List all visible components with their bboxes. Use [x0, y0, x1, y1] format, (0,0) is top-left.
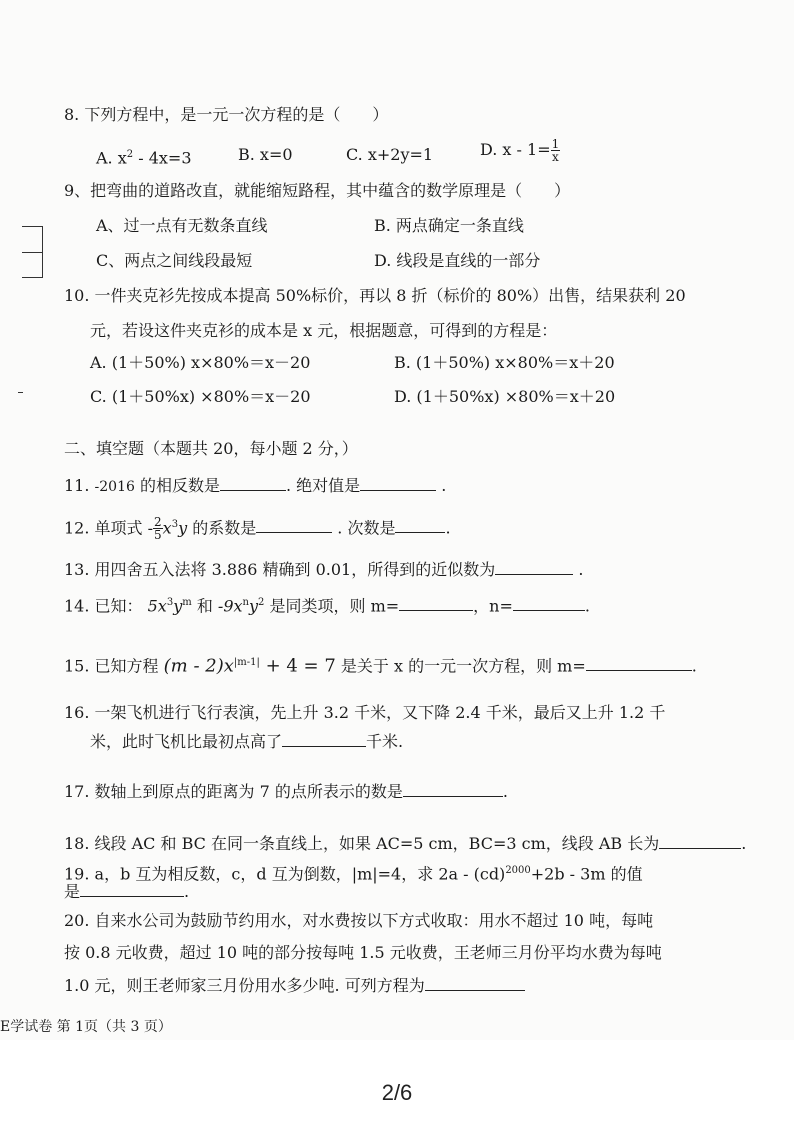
exponent: 3	[171, 519, 179, 530]
q13-text: 13. 用四舍五入法将 3.886 精确到 0.01，所得到的近似数为	[64, 560, 496, 579]
question-9-stem: 9、把弯曲的道路改直，就能缩短路程，其中蕴含的数学原理是（ ）	[64, 181, 571, 200]
binding-mark	[22, 252, 42, 253]
q16-text: 米，此时飞机比最初点高了	[90, 732, 283, 751]
answer-blank[interactable]	[586, 654, 692, 671]
q11-value: -2016	[94, 479, 135, 495]
q15-end: .	[691, 656, 697, 676]
question-19-line2	[64, 880, 189, 903]
q11-text2: . 绝对值是	[285, 476, 361, 495]
exponent: 2000	[505, 865, 531, 876]
q12-text: 12. 单项式 -	[64, 518, 154, 538]
exponent: n	[242, 597, 249, 608]
question-8-option-c: C. x+2y=1	[346, 145, 434, 164]
question-9-option-b: B. 两点确定一条直线	[374, 216, 524, 235]
question-10-stem-line1: 10. 一件夹克衫先按成本提高 50%标价，再以 8 折（标价的 80%）出售，结果获利 20	[64, 286, 686, 305]
exponent: 2	[258, 597, 265, 608]
q19-text2: +2b - 3m 的值	[530, 864, 643, 884]
binding-mark	[22, 226, 42, 227]
q14-text3: 是同类项，则 m=	[264, 596, 400, 616]
q14-term1-y: y	[173, 596, 183, 616]
question-16-line1: 16. 一架飞机进行飞行表演，先上升 3.2 千米，又下降 2.4 千米，最后又上升 1.2 千	[64, 703, 666, 722]
option-d-text: D. x - 1=	[480, 140, 551, 159]
question-20-line3	[64, 974, 525, 997]
question-10-stem-line2: 元，若设这件夹克衫的成本是 x 元，根据题意，可得到的方程是：	[90, 321, 558, 340]
binding-mark	[18, 392, 23, 393]
exponent: |m-1|	[233, 657, 260, 668]
q15-text2: 是关于 x 的一元一次方程，则 m=	[335, 656, 586, 676]
q14-text4: ，n=	[473, 596, 513, 616]
q14-term2-y: y	[248, 596, 259, 616]
q12-var-y: y	[178, 518, 188, 538]
q14-text: 14. 已知：	[64, 596, 148, 616]
question-8-option-b: B. x=0	[238, 145, 293, 164]
q12-text3: . 次数是	[332, 518, 396, 538]
q19-text3: 是	[64, 882, 81, 901]
exponent: 3	[166, 597, 174, 608]
answer-blank[interactable]	[659, 832, 741, 849]
q15-text: 15. 已知方程	[64, 656, 164, 676]
question-17	[64, 780, 508, 803]
q15-equation-rest: + 4 = 7	[259, 655, 336, 677]
question-20-line2: 按 0.8 元收费，超过 10 吨的部分按每吨 1.5 元收费，王老师三月份平均水费为每吨	[64, 943, 662, 962]
question-12	[64, 514, 451, 541]
question-9-option-d: D. 线段是直线的一部分	[374, 251, 541, 270]
q12-var-x: x	[162, 518, 172, 538]
binding-mark	[22, 277, 42, 278]
binding-mark	[42, 226, 43, 278]
section-2-heading: 二、填空题（本题共 20，每小题 2 分，）	[64, 439, 358, 458]
option-a-text: A. x	[96, 148, 127, 168]
question-15	[64, 652, 697, 677]
page-indicator: 2/6	[381, 1080, 413, 1105]
question-16-line2	[90, 730, 403, 753]
q14-term2: -9x	[217, 596, 243, 616]
q11-text: 的相反数是	[134, 476, 220, 495]
question-10-option-a: A. (1＋50%) x×80%＝x－20	[90, 353, 311, 372]
answer-blank[interactable]	[282, 730, 366, 747]
q18-text: 18. 线段 AC 和 BC 在同一条直线上，如果 AC=5 cm，BC=3 cm，线段 AB 长为	[64, 834, 660, 853]
answer-blank[interactable]	[395, 516, 445, 533]
exponent: m	[182, 597, 192, 608]
question-10-option-b: B. (1＋50%) x×80%＝x＋20	[394, 353, 615, 372]
answer-blank[interactable]	[403, 780, 503, 797]
answer-blank[interactable]	[425, 974, 525, 991]
q19-end: .	[184, 882, 190, 901]
fraction: $\frac{1}{x}$	[551, 137, 560, 164]
answer-blank[interactable]	[495, 558, 573, 575]
question-8-stem: 8. 下列方程中，是一元一次方程的是（ ）	[64, 105, 389, 124]
q14-term1: 5x	[147, 596, 167, 616]
q15-equation: (m - 2)x	[163, 655, 234, 677]
question-20-line1: 20. 自来水公司为鼓励节约用水，对水费按以下方式收取：用水不超过 10 吨，每吨	[64, 911, 654, 930]
exam-footer: E学试卷 第 1页（共 3 页）	[0, 1019, 172, 1035]
q19-text: 19. a，b 互为相反数，c，d 互为倒数，|m|=4，求 2a - (cd)	[64, 864, 506, 884]
q14-text2: 和	[191, 596, 218, 616]
q20-text: 1.0 元，则王老师家三月份用水多少吨. 可列方程为	[64, 976, 425, 995]
question-11	[64, 474, 446, 498]
q12-end: .	[445, 518, 451, 538]
question-9-option-c: C、两点之间线段最短	[96, 251, 253, 270]
question-8-option-a	[96, 144, 192, 169]
q11-number: 11.	[64, 476, 95, 495]
exponent: 2	[126, 149, 134, 160]
question-9-option-a: A、过一点有无数条直线	[96, 216, 268, 235]
answer-blank[interactable]	[513, 594, 585, 611]
option-a-rest: - 4x=3	[133, 148, 192, 168]
q11-end: .	[436, 476, 447, 495]
question-10-option-c: C. (1＋50%x) ×80%＝x－20	[90, 387, 311, 406]
question-14	[64, 592, 590, 617]
question-10-option-d: D. (1＋50%x) ×80%＝x＋20	[394, 387, 616, 406]
answer-blank[interactable]	[399, 594, 473, 611]
q13-end: .	[573, 560, 584, 579]
question-18	[64, 832, 746, 855]
answer-blank[interactable]	[256, 516, 332, 533]
answer-blank[interactable]	[220, 474, 286, 491]
answer-blank[interactable]	[80, 880, 184, 897]
fraction: $\frac{2}{5}$	[154, 515, 162, 543]
answer-blank[interactable]	[360, 474, 436, 491]
q17-end: .	[502, 782, 508, 801]
q16-end: 千米.	[366, 732, 404, 751]
q14-end: .	[584, 596, 590, 616]
question-13	[64, 558, 583, 581]
q18-end: .	[741, 834, 747, 853]
question-8-option-d	[480, 138, 560, 163]
q12-text2: 的系数是	[187, 518, 257, 538]
q17-text: 17. 数轴上到原点的距离为 7 的点所表示的数是	[64, 782, 403, 801]
